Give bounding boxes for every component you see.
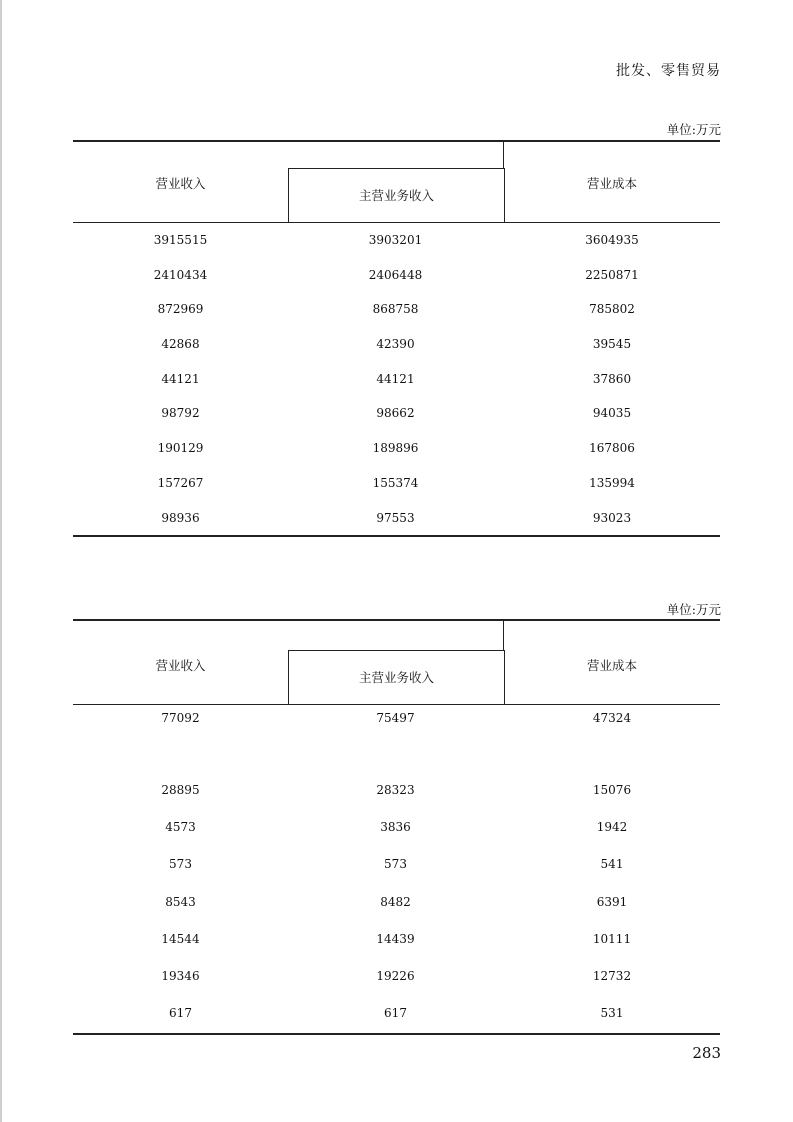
table2-header-cost: 营业成本 bbox=[586, 658, 637, 673]
cell-main-revenue: 44121 bbox=[376, 372, 415, 386]
cell-main-revenue: 28323 bbox=[376, 783, 415, 797]
cell-cost: 3604935 bbox=[585, 233, 639, 247]
cell-cost: 531 bbox=[600, 1006, 624, 1020]
cell-main-revenue: 3903201 bbox=[368, 233, 423, 247]
page-number: 283 bbox=[692, 1044, 721, 1062]
table-row bbox=[73, 302, 720, 322]
cell-revenue: 2410434 bbox=[153, 268, 208, 282]
cell-main-revenue: 14439 bbox=[376, 932, 415, 946]
cell-cost: 12732 bbox=[592, 969, 632, 983]
cell-revenue: 3915515 bbox=[153, 233, 208, 247]
table2 bbox=[73, 619, 720, 1035]
cell-cost: 93023 bbox=[592, 511, 632, 525]
cell-revenue: 98936 bbox=[161, 511, 200, 525]
cell-main-revenue: 573 bbox=[384, 857, 407, 871]
table2-body bbox=[73, 705, 720, 1035]
cell-revenue: 573 bbox=[169, 857, 192, 871]
cell-revenue: 617 bbox=[169, 1006, 192, 1020]
cell-cost: 6391 bbox=[596, 895, 628, 909]
cell-main-revenue: 3836 bbox=[380, 820, 411, 834]
cell-revenue: 14544 bbox=[161, 932, 200, 946]
table1-unit: 单位:万元 bbox=[666, 122, 721, 137]
cell-revenue: 77092 bbox=[161, 711, 200, 725]
cell-revenue: 19346 bbox=[161, 969, 200, 983]
cell-cost: 135994 bbox=[589, 476, 635, 490]
table-row bbox=[73, 372, 720, 392]
table-row bbox=[73, 476, 720, 496]
cell-revenue: 8543 bbox=[165, 895, 196, 909]
cell-cost: 37860 bbox=[592, 372, 632, 386]
cell-main-revenue: 617 bbox=[384, 1006, 407, 1020]
table-row bbox=[73, 895, 720, 915]
table-row bbox=[73, 511, 720, 531]
table2-header-main-revenue-box bbox=[288, 650, 505, 705]
cell-main-revenue: 42390 bbox=[376, 337, 415, 351]
cell-main-revenue: 155374 bbox=[372, 476, 419, 490]
table1-header-cost: 营业成本 bbox=[586, 176, 637, 191]
table-row bbox=[73, 337, 720, 357]
section-title: 批发、零售贸易 bbox=[616, 63, 721, 79]
cell-main-revenue: 98662 bbox=[376, 406, 415, 420]
cell-revenue: 28895 bbox=[161, 783, 200, 797]
cell-main-revenue: 189896 bbox=[372, 441, 419, 455]
cell-cost: 47324 bbox=[592, 711, 632, 725]
cell-revenue: 44121 bbox=[161, 372, 200, 386]
cell-revenue: 98792 bbox=[161, 406, 200, 420]
cell-cost: 94035 bbox=[592, 406, 632, 420]
table2-header-main-revenue: 主营业务收入 bbox=[358, 670, 434, 685]
page-edge-line bbox=[0, 0, 2, 1122]
table-row bbox=[73, 441, 720, 461]
table2-unit: 单位:万元 bbox=[666, 602, 721, 617]
table1-body bbox=[73, 223, 720, 537]
table-row bbox=[73, 820, 720, 840]
cell-main-revenue: 75497 bbox=[376, 711, 415, 725]
table2-header bbox=[73, 619, 720, 705]
cell-revenue: 190129 bbox=[157, 441, 204, 455]
table-row bbox=[73, 932, 720, 952]
table-row bbox=[73, 857, 720, 877]
table-row bbox=[73, 268, 720, 288]
table1 bbox=[73, 140, 720, 537]
cell-cost: 10111 bbox=[592, 932, 632, 946]
cell-main-revenue: 2406448 bbox=[368, 268, 423, 282]
cell-cost: 785802 bbox=[589, 302, 635, 316]
table1-header-main-revenue: 主营业务收入 bbox=[358, 188, 434, 203]
cell-main-revenue: 19226 bbox=[376, 969, 415, 983]
table-row bbox=[73, 783, 720, 803]
table1-header bbox=[73, 140, 720, 223]
table-row bbox=[73, 711, 720, 731]
cell-cost: 2250871 bbox=[585, 268, 639, 282]
table1-header-revenue: 营业收入 bbox=[155, 176, 206, 191]
table-row bbox=[73, 406, 720, 426]
cell-revenue: 42868 bbox=[161, 337, 200, 351]
cell-cost: 541 bbox=[600, 857, 624, 871]
cell-main-revenue: 8482 bbox=[380, 895, 411, 909]
table1-header-divider bbox=[503, 142, 504, 169]
table2-header-revenue: 营业收入 bbox=[155, 658, 206, 673]
cell-main-revenue: 868758 bbox=[372, 302, 419, 316]
cell-cost: 39545 bbox=[592, 337, 632, 351]
cell-revenue: 872969 bbox=[157, 302, 204, 316]
table1-header-main-revenue-box bbox=[288, 168, 505, 223]
table-row bbox=[73, 969, 720, 989]
cell-main-revenue: 97553 bbox=[376, 511, 415, 525]
table2-header-divider bbox=[503, 621, 504, 651]
cell-revenue: 4573 bbox=[165, 820, 196, 834]
cell-cost: 15076 bbox=[592, 783, 632, 797]
table-row bbox=[73, 233, 720, 253]
table-row bbox=[73, 1006, 720, 1026]
cell-cost: 1942 bbox=[596, 820, 628, 834]
cell-cost: 167806 bbox=[589, 441, 635, 455]
cell-revenue: 157267 bbox=[157, 476, 204, 490]
